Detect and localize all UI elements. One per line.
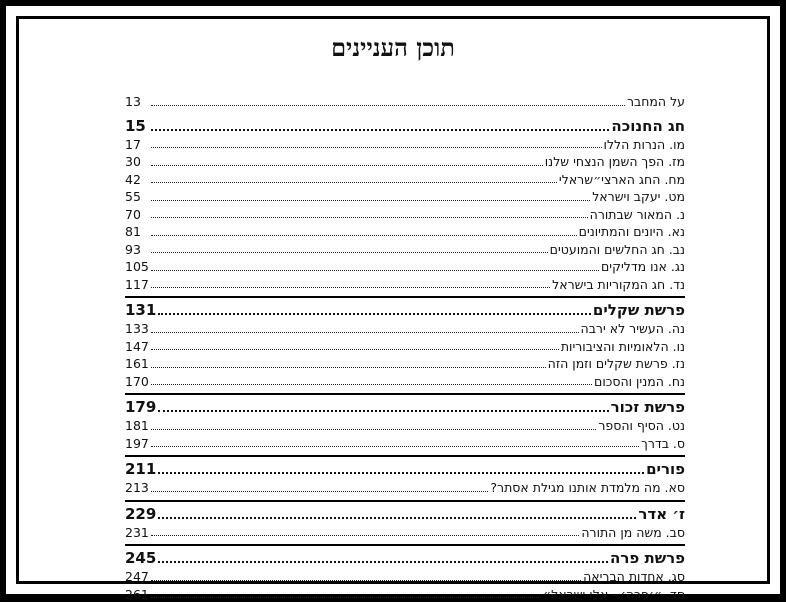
leader-dots [151,349,559,350]
section-divider [125,544,685,546]
leader-dots [158,517,636,519]
toc-entry-page: 170 [125,373,149,389]
toc-entry [125,420,685,433]
toc-entry-page: 117 [125,276,149,292]
toc-entry-title: נ. המאור שבתורה [589,206,685,222]
leader-dots [151,165,543,166]
toc-entry-page: 133 [125,321,149,336]
leader-dots [151,270,599,271]
leader-dots [151,429,596,430]
toc-section-page: 15 [125,116,146,135]
leader-dots [151,535,579,536]
toc-section-page: 245 [125,549,157,567]
toc-section-title: פורים [646,460,685,478]
toc-entry [125,586,685,602]
toc-section [125,400,685,415]
section-divider [125,455,685,457]
leader-dots [151,252,548,253]
toc-entry-title: נב. חג החלשים והמועטים [549,241,685,257]
leader-dots [151,287,550,288]
toc-section [125,303,685,318]
toc-entry [125,435,685,451]
toc-entry-title: נט. הסיף והספר [598,418,685,433]
toc-section-title: פרשת פרה [610,549,685,567]
toc-entry-page: 197 [125,435,149,451]
toc-section [125,462,685,477]
leader-dots [151,147,602,148]
toc-entry-page: 181 [125,418,149,433]
toc-entry [125,171,685,187]
toc-entry-title: סא. מה מלמדת אותנו מגילת אסתר? [490,480,685,495]
toc-entry-page: 213 [125,480,149,495]
toc-entry-page: 55 [125,189,141,204]
toc-section-title: חג החנוכה [611,116,685,135]
toc-entry-title: סג. אחדות הבריאה [583,569,685,584]
toc-entry [125,241,685,257]
leader-dots [151,597,541,598]
leader-dots [151,580,581,581]
toc-entry [125,571,685,584]
toc-entry-title: מו. הנרות הללו [603,136,685,152]
toc-entry-page: 81 [125,224,141,239]
toc-section-page: 211 [125,460,157,478]
toc-entry-page: 147 [125,338,149,354]
toc-entry-title: מז. הפך השמן הנצחי שלנו [544,154,685,169]
toc-entry [125,373,685,389]
toc-entry-title: סד. ״׳פרה׳ - אלו ישראל״ [543,586,685,602]
leader-dots [151,491,488,492]
leader-dots [151,446,639,447]
toc-entry-page: 70 [125,206,141,222]
toc-entry [125,524,685,540]
toc-entry-title: נג. אנו מדליקים [600,259,685,274]
toc-entry-title: על המחבר [626,94,685,109]
toc-entry [125,226,685,239]
toc-entry-title: נה. העשיר לא ירבה [580,321,685,336]
leader-dots [151,200,590,201]
leader-dots [151,105,625,106]
toc-entry-page: 42 [125,171,141,187]
table-of-contents [125,85,685,601]
toc-entry [125,323,685,336]
toc-entry-page: 161 [125,356,149,371]
leader-dots [151,217,588,218]
leader-dots [151,235,577,236]
leader-dots [151,129,609,131]
toc-section [125,504,685,523]
leader-dots [151,182,557,183]
section-divider [125,296,685,298]
leader-dots [151,332,579,333]
toc-entry-title: נא. היונים והמתיונים [578,224,685,239]
toc-entry-title: ס. בדרך [641,435,685,451]
leader-dots [158,472,644,474]
leader-dots [158,561,608,563]
toc-section-page: 179 [125,398,157,416]
toc-section-page: 131 [125,301,157,319]
toc-section-title: פרשת שקלים [592,301,685,319]
toc-entry-page: 231 [125,524,149,540]
toc-section [125,116,685,135]
toc-entry-page: 13 [125,94,141,109]
toc-entry-title: סב. משה מן התורה [581,524,685,540]
toc-entry [125,156,685,169]
toc-entry [125,358,685,371]
page-title: תוכן העניינים [331,33,455,62]
toc-entry-title: נח. המנין והסכום [594,373,685,389]
leader-dots [158,410,608,412]
leader-dots [151,384,592,385]
toc-entry [125,206,685,222]
toc-section-page: 229 [125,504,157,523]
toc-section [125,551,685,566]
toc-entry-page: 30 [125,154,141,169]
leader-dots [158,313,591,315]
outer-frame [6,6,780,602]
leader-dots [151,367,546,368]
page-frame [16,16,770,602]
toc-entry-title: נו. הלאומיות והציבוריות [560,338,685,354]
toc-entry-title: נז. פרשת שקלים וזמן הזה [547,356,685,371]
toc-entry-page: 247 [125,569,149,584]
toc-entry [125,338,685,354]
toc-entry [125,261,685,274]
toc-entry-page: 93 [125,241,141,257]
toc-section-title: פרשת זכור [610,398,685,416]
toc-entry [125,191,685,204]
section-divider [125,393,685,395]
toc-entry-title: נד. חג המקוריות בישראל [552,276,685,292]
toc-entry-title: מח. החג הארצי״שראלי [558,171,685,187]
toc-entry-page: 17 [125,136,141,152]
toc-entry-title: מט. יעקב וישראל [592,189,685,204]
toc-entry [125,136,685,152]
toc-section-title: ז׳ אדר [638,504,685,523]
toc-entry [125,276,685,292]
toc-entry [125,482,685,495]
section-divider [125,500,685,502]
toc-entry [125,96,685,109]
toc-entry-page: 105 [125,259,149,274]
toc-entry-page: 261 [125,586,149,602]
